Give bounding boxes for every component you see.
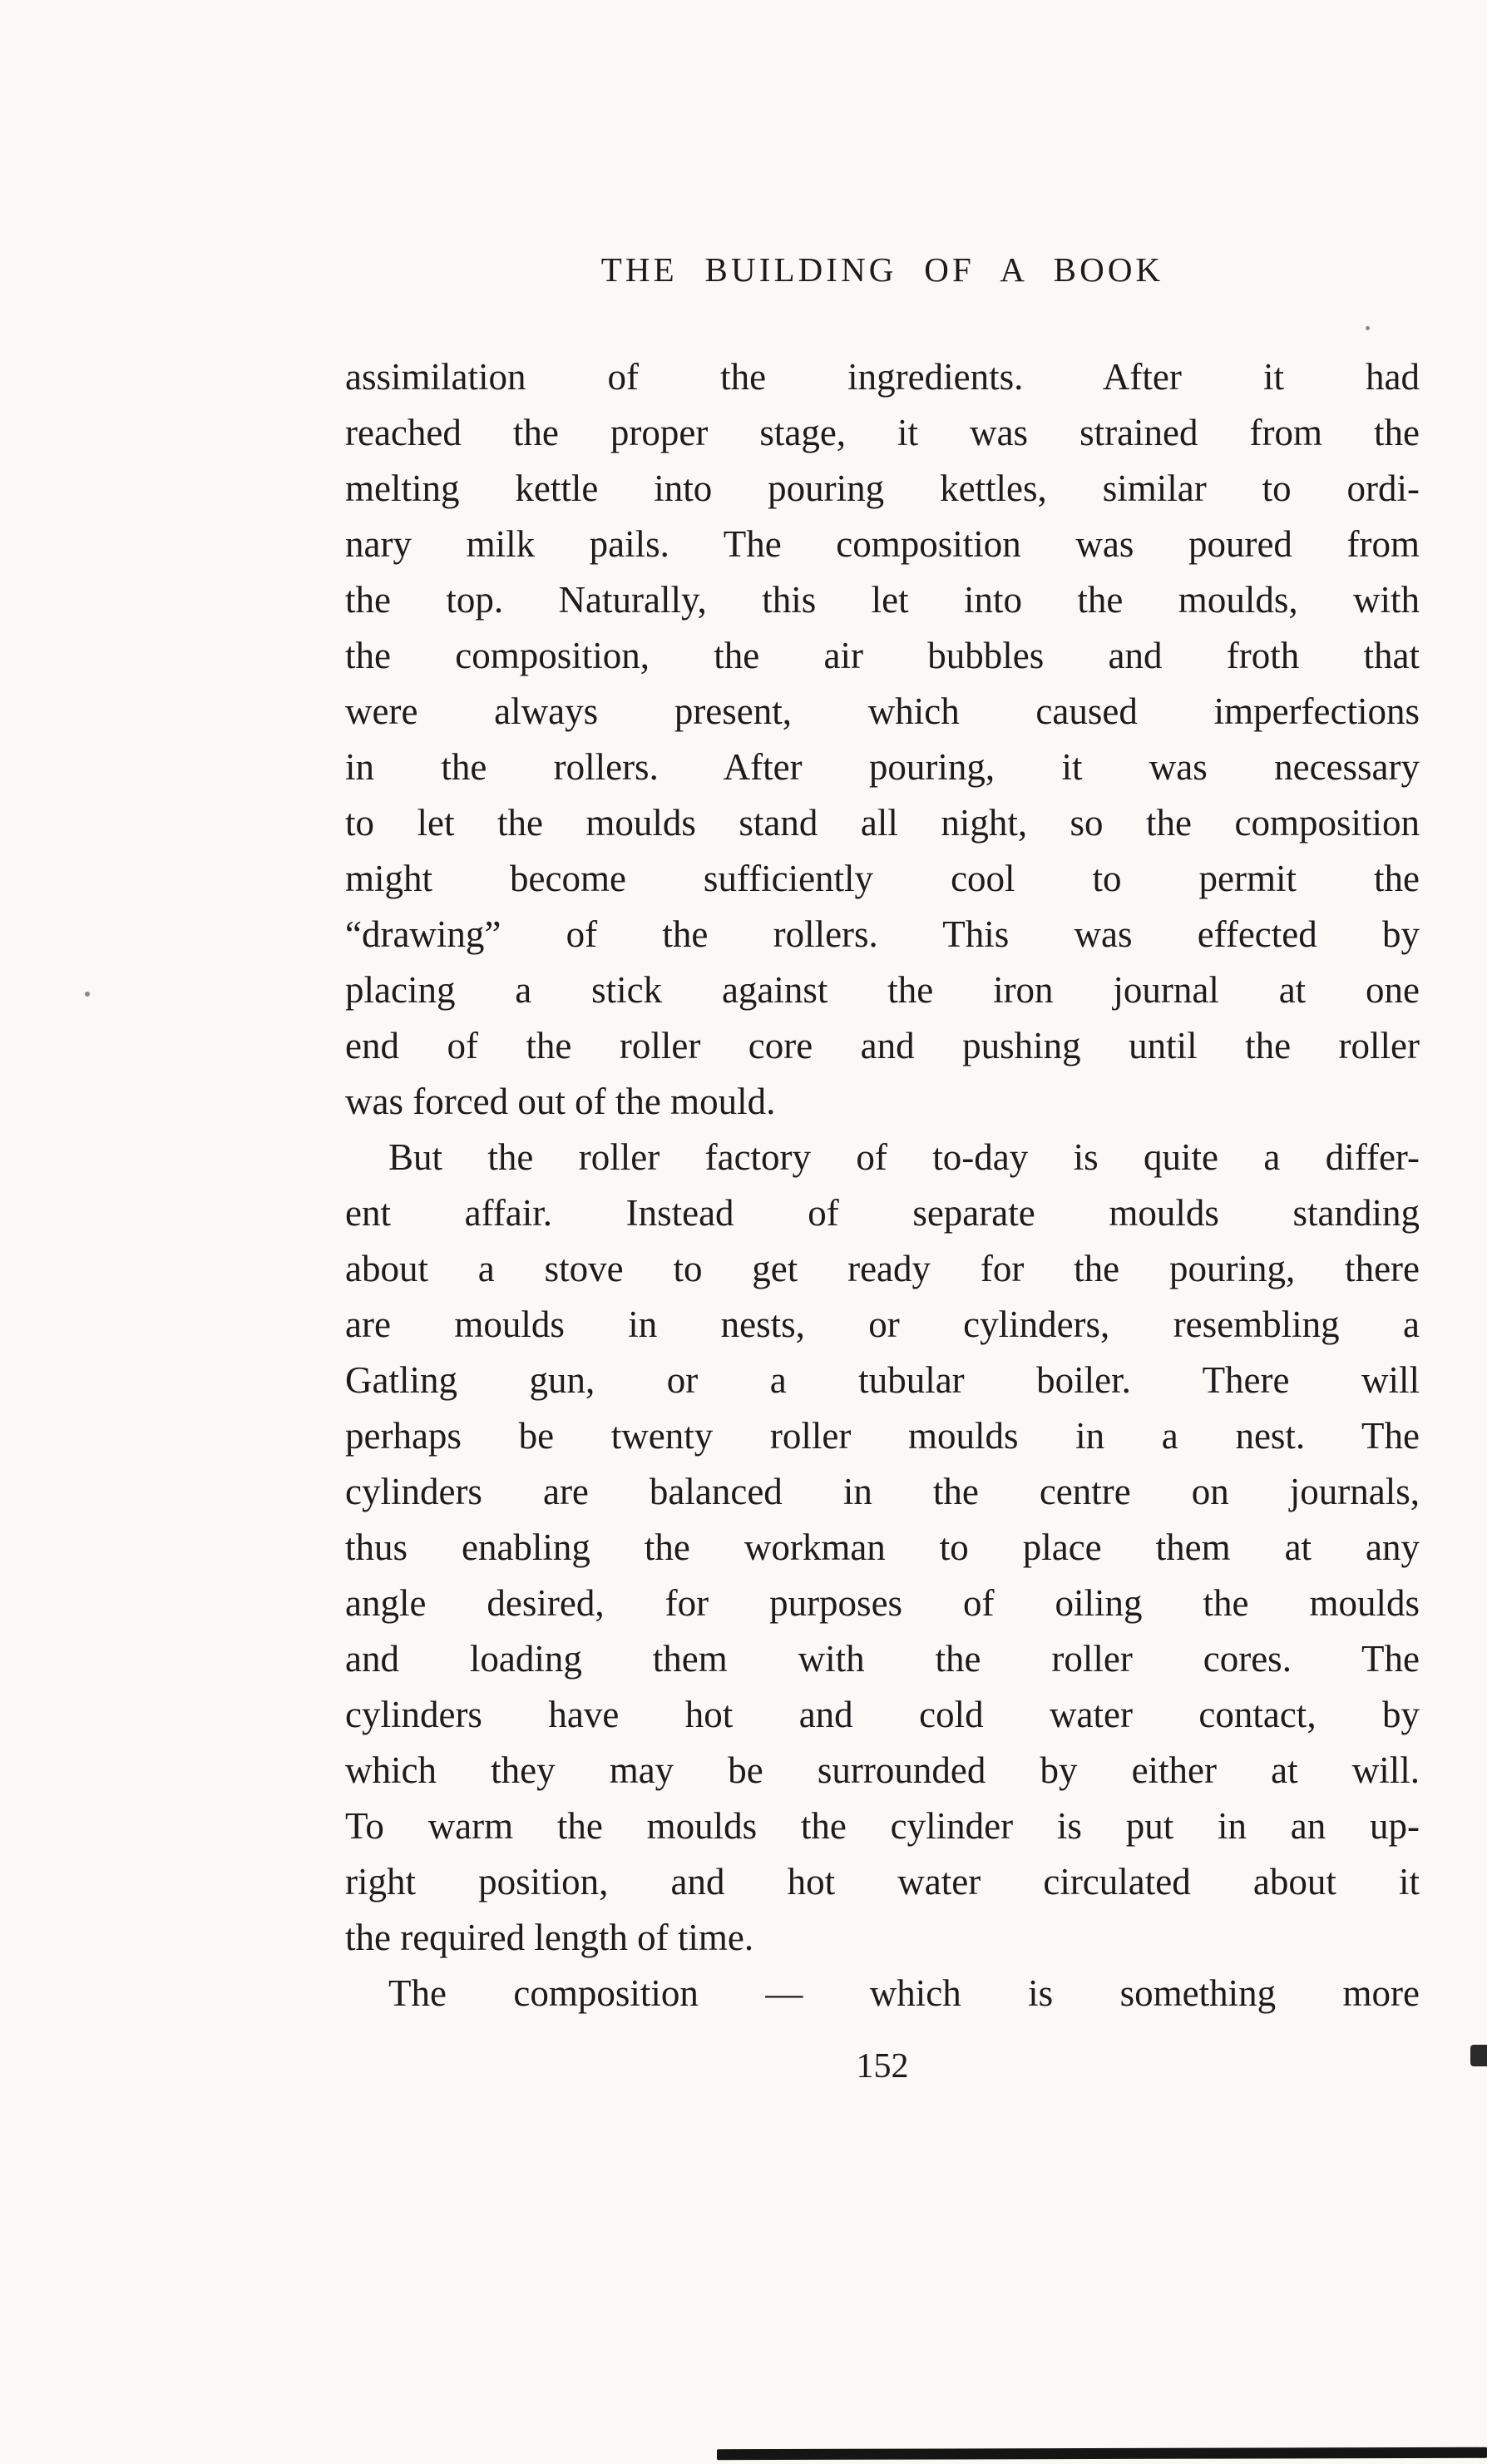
- text-line: But the roller factory of to-day is quite a differ-: [388, 1136, 1420, 1178]
- paragraph: [345, 1130, 1420, 1966]
- text-line: assimilation of the ingredients. After it had: [345, 356, 1420, 398]
- text-line: thus enabling the workman to place them at any: [345, 1526, 1420, 1568]
- body-text: [345, 349, 1420, 2021]
- text-line: was forced out of the mould.: [345, 1081, 776, 1122]
- text-line: melting kettle into pouring kettles, similar to ordi-: [345, 468, 1420, 509]
- scan-speck: [85, 992, 90, 997]
- paragraph: [345, 1966, 1420, 2021]
- text-line: reached the proper stage, it was strained from the: [345, 412, 1420, 453]
- text-line: to let the moulds stand all night, so the composition: [345, 802, 1420, 844]
- text-line: perhaps be twenty roller moulds in a nest. The: [345, 1415, 1420, 1457]
- text-line: cylinders are balanced in the centre on journals,: [345, 1471, 1420, 1512]
- text-line: Gatling gun, or a tubular boiler. There will: [345, 1359, 1420, 1401]
- text-line: “drawing” of the rollers. This was effected by: [345, 913, 1420, 955]
- text-line: and loading them with the roller cores. The: [345, 1638, 1420, 1680]
- text-line: about a stove to get ready for the pouring, there: [345, 1248, 1420, 1289]
- text-line: the top. Naturally, this let into the moulds, with: [345, 579, 1420, 621]
- text-line: cylinders have hot and cold water contact, by: [345, 1694, 1420, 1735]
- running-header: THE BUILDING OF A BOOK: [600, 250, 1164, 289]
- text-line: The composition — which is something more: [388, 1972, 1420, 2014]
- text-line: were always present, which caused imperfections: [345, 690, 1420, 732]
- text-line: in the rollers. After pouring, it was necessary: [345, 746, 1420, 788]
- text-line: To warm the moulds the cylinder is put in an up-: [345, 1805, 1420, 1847]
- page-number: 152: [856, 2047, 909, 2085]
- scan-speck: [1366, 326, 1370, 330]
- text-line: the required length of time.: [345, 1917, 754, 1958]
- text-line: end of the roller core and pushing until the roller: [345, 1025, 1420, 1066]
- text-line: placing a stick against the iron journal at one: [345, 969, 1420, 1011]
- paragraph: [345, 349, 1420, 1130]
- text-line: are moulds in nests, or cylinders, resembling a: [345, 1304, 1420, 1345]
- text-line: ent affair. Instead of separate moulds standing: [345, 1192, 1420, 1234]
- text-line: which they may be surrounded by either at will.: [345, 1749, 1420, 1791]
- text-line: might become sufficiently cool to permit the: [345, 858, 1420, 899]
- text-line: nary milk pails. The composition was poured from: [345, 523, 1420, 565]
- scan-artifact-bottom-bar: [717, 2447, 1487, 2460]
- text-line: the composition, the air bubbles and froth that: [345, 635, 1420, 676]
- text-line: right position, and hot water circulated about it: [345, 1861, 1420, 1902]
- text-line: angle desired, for purposes of oiling the moulds: [345, 1582, 1420, 1624]
- scan-artifact-edge-mark: [1470, 2045, 1487, 2066]
